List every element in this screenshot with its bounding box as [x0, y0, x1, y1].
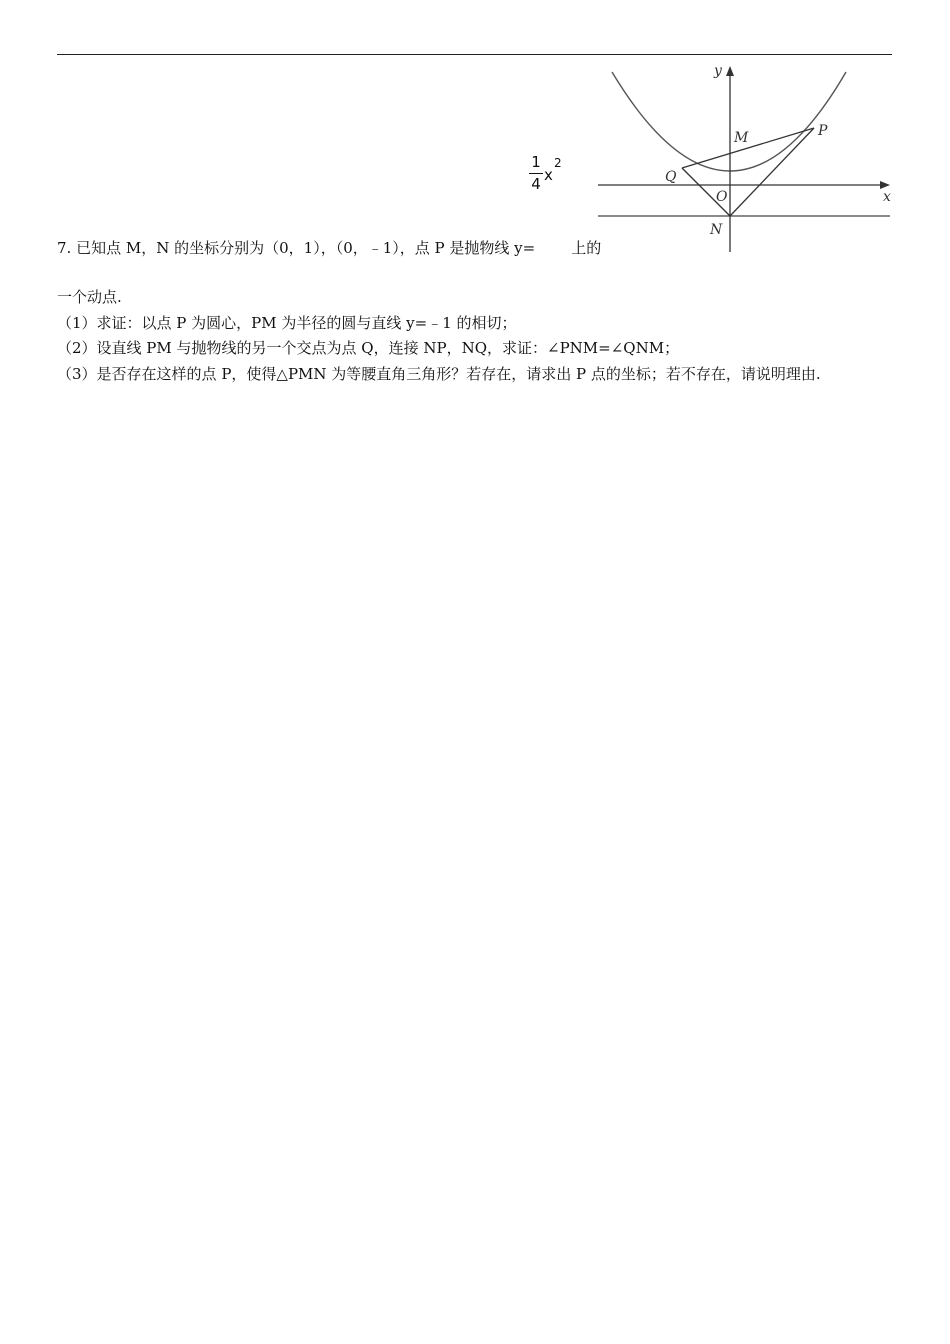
question-part-1: （1）求证：以点 P 为圆心，PM 为半径的圆与直线 y=﹣1 的相切； [57, 314, 517, 332]
label-O: O [716, 189, 728, 205]
parabola-figure [594, 60, 894, 260]
x-axis-arrow [880, 181, 890, 189]
question-part-3: （3）是否存在这样的点 P，使得△PMN 为等腰直角三角形？若存在，请求出 P 点的坐标；若不存在，请说明理由. [57, 365, 821, 383]
fraction-bar [529, 173, 543, 174]
parabola-formula [527, 153, 567, 197]
label-P: P [818, 123, 828, 139]
fraction-numerator: 1 [531, 153, 541, 171]
fraction-denominator: 4 [531, 175, 541, 193]
header-rule [57, 54, 892, 55]
label-y-axis: y [714, 63, 722, 79]
parabola-diagram [594, 60, 894, 260]
label-N: N [710, 222, 723, 238]
problem-statement-line [57, 238, 601, 258]
label-M: M [734, 130, 749, 146]
formula-variable: x [544, 166, 553, 184]
parabola-curve [612, 72, 846, 171]
question-part-2: （2）设直线 PM 与抛物线的另一个交点为点 Q，连接 NP，NQ，求证：∠PNM=∠QNM； [57, 339, 680, 357]
problem-statement-tail: 上的 [571, 239, 602, 257]
label-x-axis: x [883, 189, 891, 205]
problem-statement-continued: 一个动点. [57, 288, 122, 306]
label-Q: Q [665, 169, 677, 185]
y-axis-arrow [726, 66, 734, 76]
formula-exponent: 2 [554, 156, 562, 170]
problem-statement: 7. 已知点 M，N 的坐标分别为（0，1），（0，﹣1），点 P 是抛物线 y= [57, 239, 536, 257]
